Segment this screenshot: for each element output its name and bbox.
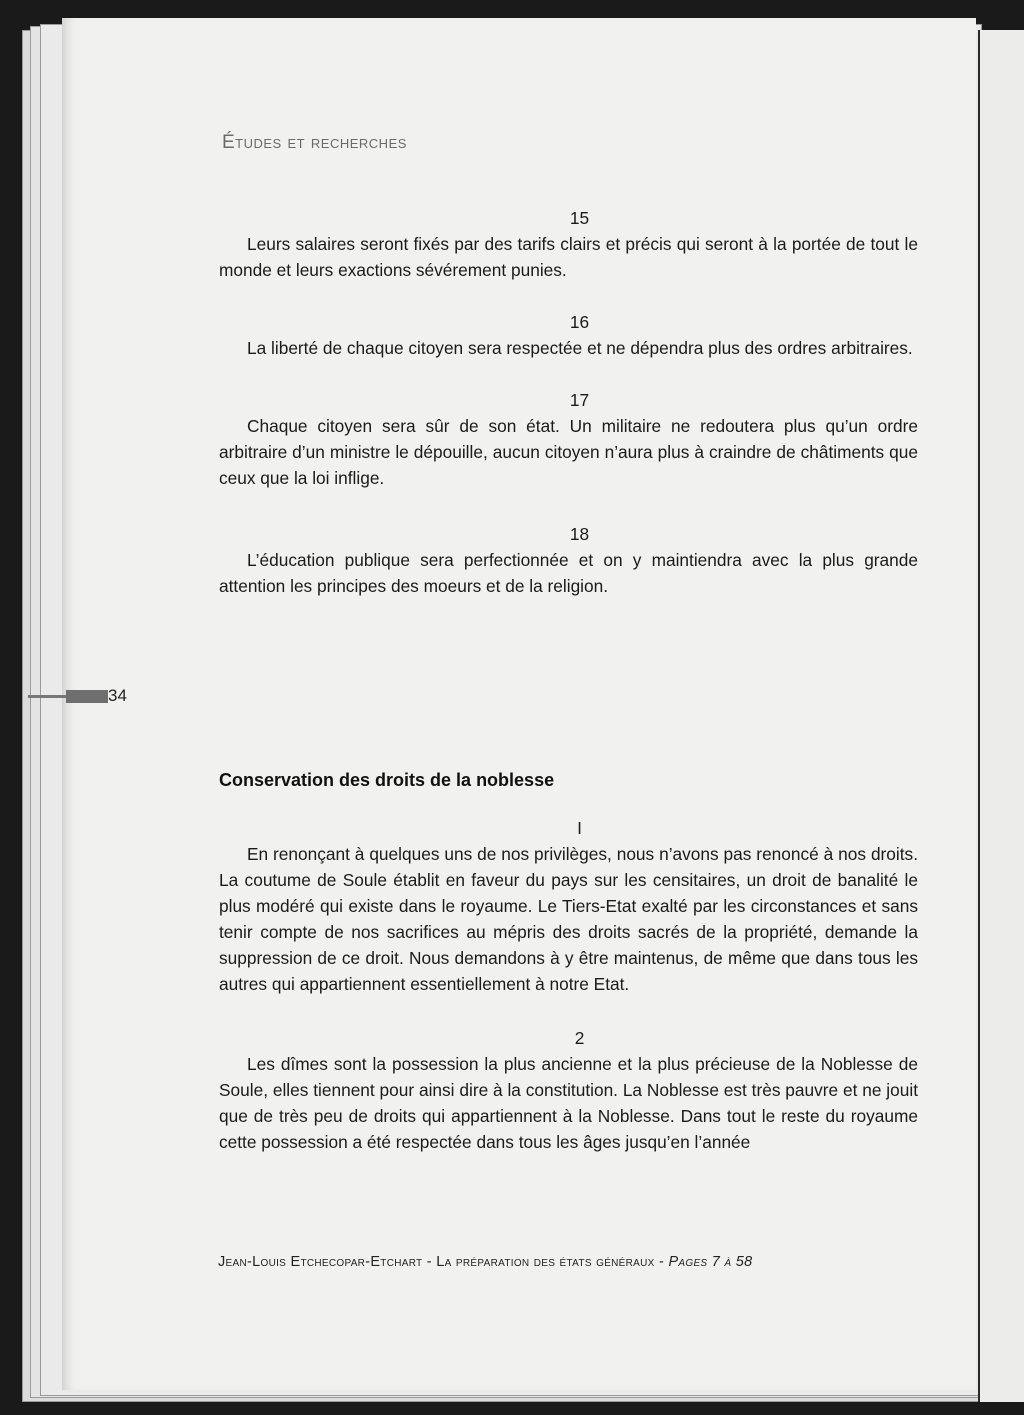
footer-title: La préparation des états généraux	[436, 1254, 655, 1270]
article-number: 2	[574, 1028, 585, 1048]
article-number: 15	[569, 208, 590, 228]
article-text: Chaque citoyen sera sûr de son état. Un militaire ne redoutera plus qu’un ordre arbitraire d’un ministre le dépouille, aucun citoyen n’aura plus à craindre de châtiments que ceux que la loi inflige.	[219, 416, 918, 488]
article-number: 18	[569, 524, 590, 544]
body-text	[219, 205, 918, 1155]
article-number: 17	[569, 390, 590, 410]
footer-author: Jean-Louis Etchecopar-Etchart	[218, 1254, 423, 1270]
footer: Jean-Louis Etchecopar-Etchart - La préparation des états généraux - Pages 7 à 58	[218, 1254, 753, 1270]
article-number: 16	[569, 312, 590, 332]
running-head: Études et recherches	[222, 132, 407, 153]
facing-page-edge	[978, 30, 1024, 1402]
article-text: L’éducation publique sera perfectionnée et on y maintiendra avec la plus grande attention les principes des moeurs et de la religion.	[219, 550, 918, 596]
article-number: I	[577, 818, 582, 838]
article-text: En renonçant à quelques uns de nos privilèges, nous n’avons pas renoncé à nos droits. La coutume de Soule établit en faveur du pays sur les censitaires, un droit de banalité le plus modéré qui existe dans le royaume. Le Tiers-Etat exalté par les circonstances et sans tenir compte de nos sacrifices au mépris des droits sacrés de la propriété, demande la suppression de ce droit. Nous demandons à y être maintenus, de même que dans tous les autres qui appartiennent essentiellement à notre Etat.	[219, 844, 918, 994]
margin-tab-marker	[28, 690, 106, 704]
article-text: La liberté de chaque citoyen sera respectée et ne dépendra plus des ordres arbitraires.	[247, 338, 913, 358]
section-heading: Conservation des droits de la noblesse	[219, 770, 555, 790]
article-text: Les dîmes sont la possession la plus ancienne et la plus précieuse de la Noblesse de Soule, elles tiennent pour ainsi dire à la constitution. La Noblesse est très pauvre et ne jouit que de très peu de droits qui appartiennent à la Noblesse. Dans tout le reste du royaume cette possession a été respectée dans tous les âges jusqu’en l’année	[219, 1054, 918, 1152]
page-number: 34	[108, 686, 127, 705]
footer-pages: Pages 7 à 58	[668, 1254, 753, 1270]
article-text: Leurs salaires seront fixés par des tarifs clairs et précis qui seront à la portée de tout le monde et leurs exactions sévérement punies.	[219, 234, 918, 280]
